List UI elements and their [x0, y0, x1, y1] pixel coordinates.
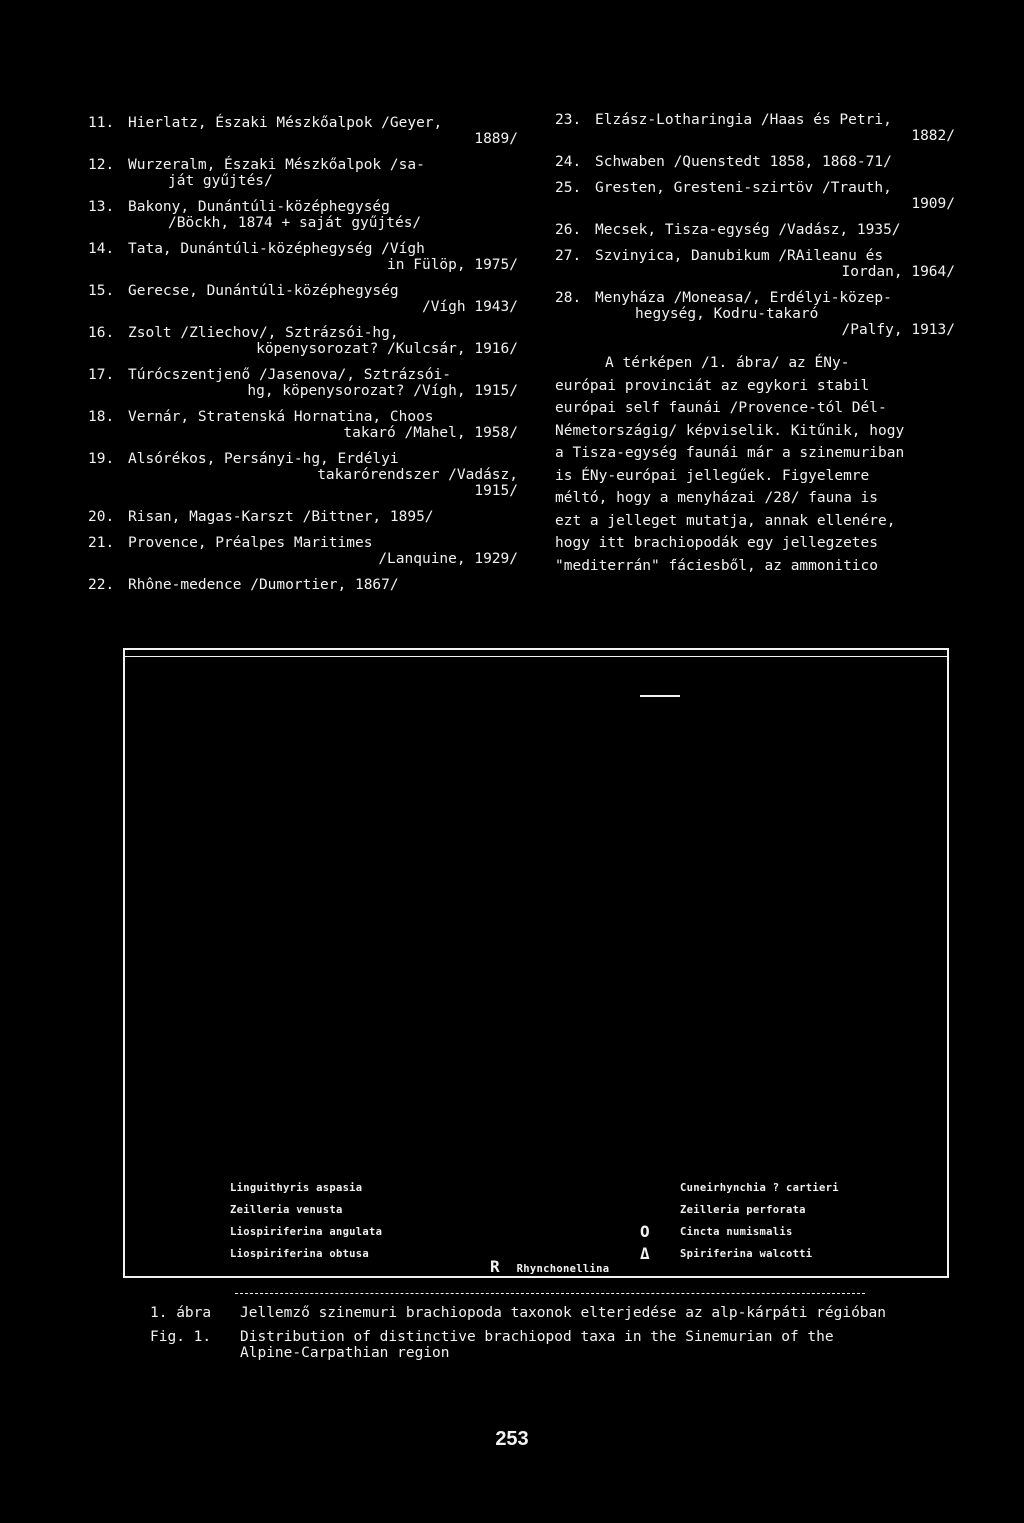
legend-label: Cincta numismalis: [680, 1226, 793, 1238]
entry-line: köpenysorozat? /Kulcsár, 1916/: [256, 341, 518, 357]
right-column: [555, 112, 955, 577]
entry-number: 14.: [88, 241, 115, 257]
entry-line: Vernár, Stratenská Hornatina, Choos: [128, 409, 434, 425]
entry-line: Gresten, Gresteni-szirtöv /Trauth,: [595, 180, 892, 196]
legend-item: Liospiriferina obtusa: [230, 1248, 370, 1260]
entry-line: Bakony, Dunántúli-középhegység: [128, 199, 390, 215]
entry-line: /Vígh 1943/: [421, 299, 518, 315]
legend-label: Rhynchonellina: [516, 1263, 610, 1275]
entry-line: Gerecse, Dunántúli-középhegység: [128, 283, 399, 299]
entry-number: 15.: [88, 283, 115, 299]
entry-line: Rhône-medence /Dumortier, 1867/: [128, 577, 399, 593]
caption-label: 1. ábra: [150, 1305, 212, 1321]
legend-item: Liospiriferina angulata: [230, 1226, 383, 1238]
r-symbol-icon: R: [490, 1257, 500, 1276]
entry-text: [595, 248, 955, 280]
legend-item: Linguithyris aspasia: [230, 1182, 363, 1194]
caption-en: [150, 1329, 890, 1361]
entry-line: ját gyűjtés/: [168, 173, 273, 189]
legend-label: Zeilleria perforata: [680, 1204, 806, 1216]
locality-entry: [88, 535, 518, 567]
locality-entry: [88, 241, 518, 273]
entry-number: 11.: [88, 115, 115, 131]
locality-entry: [555, 112, 955, 144]
entry-text: [128, 325, 518, 357]
entry-line: Provence, Préalpes Maritimes: [128, 535, 373, 551]
entry-number: 24.: [555, 154, 582, 170]
entry-text: [128, 509, 518, 525]
map-inner-border: [125, 656, 947, 657]
locality-entry: [88, 451, 518, 499]
legend-item: [680, 1177, 839, 1199]
entry-line: 1889/: [474, 131, 518, 147]
entry-line: Zsolt /Zliechov/, Sztrázsói-hg,: [128, 325, 399, 341]
legend-left: [230, 1177, 382, 1265]
locality-list-left: [88, 115, 518, 603]
legend-label: Cuneirhynchia ? cartieri: [680, 1182, 839, 1194]
locality-entry: [555, 248, 955, 280]
entry-line: Iordan, 1964/: [841, 264, 955, 280]
entry-line: hegység, Kodru-takaró: [635, 306, 819, 322]
entry-line: /Palfy, 1913/: [841, 322, 955, 338]
caption-text: Jellemző szinemuri brachiopoda taxonok elterjedése az alp-kárpáti régióban: [240, 1305, 887, 1321]
entry-line: Schwaben /Quenstedt 1858, 1868-71/: [595, 154, 892, 170]
entry-number: 26.: [555, 222, 582, 238]
entry-line: Hierlatz, Északi Mészkőalpok /Geyer,: [128, 115, 443, 131]
entry-line: hg, köpenysorozat? /Vígh, 1915/: [247, 383, 518, 399]
entry-text: [595, 154, 955, 170]
entry-number: 25.: [555, 180, 582, 196]
locality-entry: [88, 115, 518, 147]
entry-line: Tata, Dunántúli-középhegység /Vígh: [128, 241, 425, 257]
entry-line: Elzász-Lotharingia /Haas és Petri,: [595, 112, 892, 128]
locality-entry: [88, 409, 518, 441]
caption-label: Fig. 1.: [150, 1329, 212, 1345]
legend-item: [640, 1221, 839, 1243]
paragraph-line: a Tisza-egység faunái már a szinemuriban: [555, 445, 905, 461]
paragraph-line: ezt a jelleget mutatja, annak ellenére,: [555, 512, 896, 529]
entry-text: [595, 290, 955, 338]
paragraph-line: európai provinciát az egykori stabil: [555, 377, 870, 394]
entry-text: [128, 199, 518, 231]
entry-text: [128, 367, 518, 399]
entry-line: /Lanquine, 1929/: [378, 551, 518, 567]
locality-entry: [555, 154, 955, 170]
entry-line: in Fülöp, 1975/: [387, 257, 518, 273]
paragraph-line: "mediterrán" fáciesből, az ammonitico: [555, 557, 879, 574]
legend-label: Spiriferina walcotti: [680, 1248, 813, 1260]
entry-number: 22.: [88, 577, 115, 593]
page-number: 253: [495, 1428, 529, 1450]
entry-text: [128, 157, 518, 189]
locality-entry: [88, 199, 518, 231]
locality-entry: [88, 283, 518, 315]
legend-right: [640, 1177, 839, 1265]
entry-line: takarórendszer /Vadász,: [317, 467, 518, 483]
locality-entry: [555, 222, 955, 238]
paragraph-line: méltó, hogy a menyházai /28/ fauna is: [555, 490, 879, 506]
legend-item: [680, 1199, 839, 1221]
circle-symbol-icon: O: [640, 1222, 650, 1241]
caption-hu: [150, 1305, 890, 1321]
paragraph-line: európai self faunái /Provence-tól Dél-: [555, 400, 887, 416]
entry-line: Risan, Magas-Karszt /Bittner, 1895/: [128, 509, 434, 525]
locality-entry: [88, 367, 518, 399]
locality-list-right: [555, 112, 955, 338]
legend-item: [640, 1243, 839, 1265]
locality-entry: [555, 290, 955, 338]
figure-caption: [150, 1305, 890, 1369]
entry-text: [128, 577, 518, 593]
entry-line: /Böckh, 1874 + saját gyűjtés/: [168, 215, 422, 231]
locality-entry: [88, 509, 518, 525]
entry-line: 1909/: [911, 196, 955, 212]
paragraph-line: A térképen /1. ábra/ az ÉNy-: [605, 355, 850, 371]
entry-text: [128, 535, 518, 567]
entry-number: 21.: [88, 535, 115, 551]
entry-text: [595, 222, 955, 238]
entry-text: [128, 115, 518, 147]
entry-line: Menyháza /Moneasa/, Erdélyi-közep-: [595, 290, 892, 306]
entry-number: 28.: [555, 290, 582, 306]
entry-number: 23.: [555, 112, 582, 128]
paragraph-line: is ÉNy-európai jellegűek. Figyelemre: [555, 467, 870, 484]
entry-text: [128, 409, 518, 441]
entry-text: [128, 241, 518, 273]
entry-number: 27.: [555, 248, 582, 264]
entry-number: 19.: [88, 451, 115, 467]
entry-text: [595, 112, 955, 144]
entry-line: 1882/: [911, 128, 955, 144]
entry-text: [128, 283, 518, 315]
legend-item: Zeilleria venusta: [230, 1204, 343, 1216]
entry-line: Alsórékos, Persányi-hg, Erdélyi: [128, 451, 399, 467]
entry-line: Szvinyica, Danubikum /RAileanu és: [595, 248, 884, 264]
locality-entry: [88, 577, 518, 593]
locality-entry: [88, 325, 518, 357]
entry-line: Wurzeralm, Északi Mészkőalpok /sa-: [128, 157, 425, 173]
entry-line: 1915/: [474, 483, 518, 499]
caption-separator: [235, 1293, 865, 1294]
entry-line: takaró /Mahel, 1958/: [343, 425, 518, 441]
paragraph-line: hogy itt brachiopodák egy jellegzetes: [555, 535, 879, 551]
entry-number: 16.: [88, 325, 115, 341]
entry-number: 13.: [88, 199, 115, 215]
locality-entry: [88, 157, 518, 189]
entry-line: Mecsek, Tisza-egység /Vadász, 1935/: [595, 222, 901, 238]
body-paragraph: [555, 352, 955, 577]
caption-text: Distribution of distinctive brachiopod taxa in the Sinemurian of the Alpine-Carpathian region: [240, 1329, 834, 1361]
entry-text: [595, 180, 955, 212]
entry-number: 17.: [88, 367, 115, 383]
entry-number: 20.: [88, 509, 115, 525]
paragraph-line: Németországig/ képviselik. Kitűnik, hogy: [555, 422, 905, 439]
legend-bottom: [490, 1256, 609, 1280]
triangle-symbol-icon: Δ: [640, 1244, 650, 1263]
locality-entry: [555, 180, 955, 212]
entry-line: Túrócszentjenő /Jasenova/, Sztrázsói-: [128, 367, 452, 383]
entry-number: 12.: [88, 157, 115, 173]
entry-text: [128, 451, 518, 499]
map-dash-mark: [640, 695, 680, 697]
entry-number: 18.: [88, 409, 115, 425]
